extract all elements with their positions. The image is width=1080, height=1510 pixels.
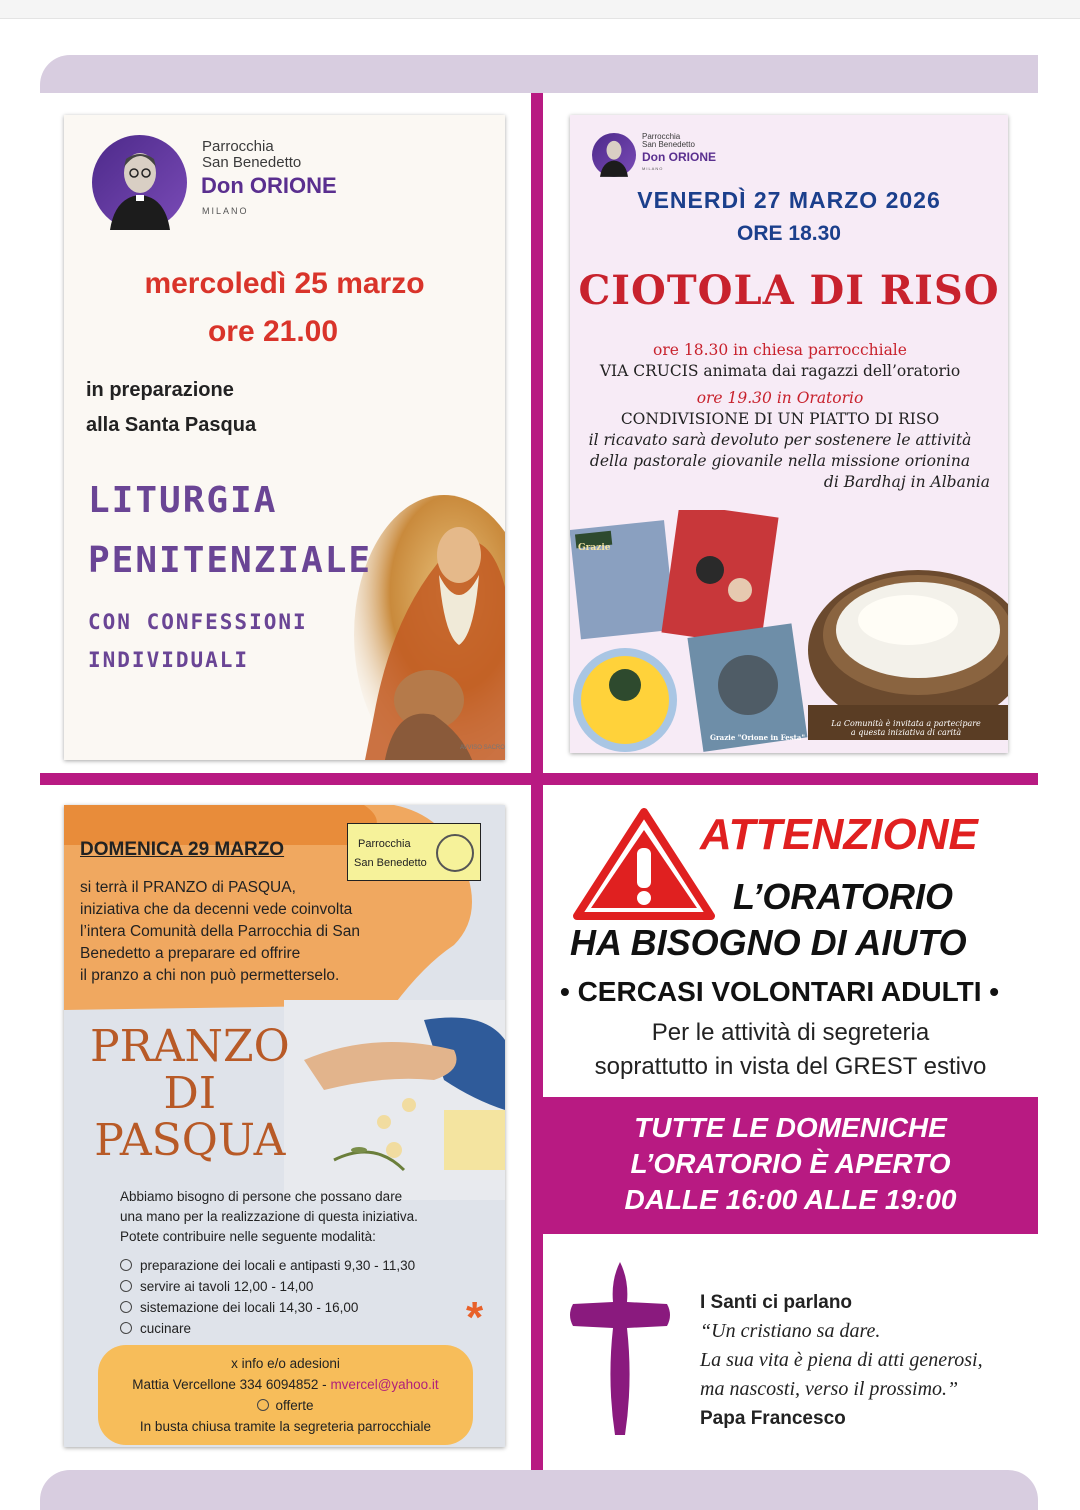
sign-line2: San Benedetto bbox=[354, 857, 427, 869]
contribution-options bbox=[120, 1255, 415, 1339]
subtitle-line2: INDIVIDUALI bbox=[88, 648, 250, 672]
event-date: VENERDÌ 27 MARZO 2026 bbox=[637, 187, 941, 213]
oratorio-hours-text bbox=[543, 1110, 1038, 1218]
event-date: DOMENICA 29 MARZO bbox=[80, 839, 285, 860]
help-request bbox=[120, 1187, 418, 1247]
cross-icon bbox=[567, 1262, 673, 1435]
parish-emblem-icon bbox=[436, 834, 474, 872]
invite-line2: a questa iniziativa di carità bbox=[850, 728, 962, 737]
bottom-decorative-band bbox=[40, 1470, 1038, 1510]
parish-label bbox=[642, 133, 695, 149]
parish-name: Don ORIONE bbox=[642, 150, 716, 164]
need-line: Abbiamo bisogno di persone che possano dare bbox=[120, 1189, 403, 1204]
need-line: Potete contribuire nelle seguente modalità: bbox=[120, 1229, 376, 1244]
saints-quote bbox=[700, 1288, 983, 1433]
priest-portrait-icon bbox=[600, 137, 628, 177]
painting-credit: AVVISO SACRO bbox=[460, 745, 505, 751]
checkbox-circle-icon bbox=[120, 1301, 132, 1313]
asterisk-icon: * bbox=[466, 1293, 484, 1342]
option-label: preparazione dei locali e antipasti 9,30 - 11,30 bbox=[140, 1258, 416, 1273]
purpose-line2: soprattutto in vista del GREST estivo bbox=[594, 1053, 987, 1080]
horizontal-divider bbox=[40, 773, 1038, 785]
offer-text: In busta chiusa tramite la segreteria parrocchiale bbox=[139, 1419, 432, 1434]
parish-line2: San Benedetto bbox=[202, 154, 302, 171]
detail-line1: ore 18.30 in chiesa parrocchiale bbox=[653, 341, 907, 359]
volunteers-wanted: • CERCASI VOLONTARI ADULTI • bbox=[560, 976, 1000, 1007]
detail-line6: della pastorale giovanile nella missione orionina bbox=[589, 452, 971, 470]
priest-portrait-icon bbox=[110, 145, 170, 230]
detail-line4: CONDIVISIONE DI UN PIATTO DI RISO bbox=[620, 410, 940, 428]
poster-pranzo-di-pasqua bbox=[64, 805, 505, 1447]
detail-line2: VIA CRUCIS animata dai ragazzi dell’oratorio bbox=[599, 362, 961, 380]
contact-email-link[interactable]: mvercel@yahoo.it bbox=[330, 1377, 439, 1392]
photo-label: Grazie bbox=[578, 543, 611, 553]
detail-line5: il ricavato sarà devoluto per sostenere le attività bbox=[588, 431, 972, 449]
parish-line1: Parrocchia bbox=[202, 138, 274, 155]
detail-line3: ore 19.30 in Oratorio bbox=[696, 389, 864, 407]
parish-logo-small bbox=[592, 133, 636, 177]
city-label: MILANO bbox=[202, 206, 249, 216]
poster-liturgia-penitenziale bbox=[64, 115, 505, 760]
need-line: una mano per la realizzazione di questa iniziativa. bbox=[120, 1209, 418, 1224]
prep-line1: in preparazione bbox=[86, 379, 234, 401]
invite-line1: La Comunità è invitata a partecipare bbox=[831, 719, 981, 728]
option-item bbox=[120, 1255, 415, 1276]
hours-line2: L’ORATORIO È APERTO bbox=[630, 1148, 951, 1179]
checkbox-circle-icon bbox=[257, 1399, 269, 1411]
intro-line: Benedetto a preparare ed offrire bbox=[80, 945, 301, 962]
purpose-line1: Per le attività di segreteria bbox=[651, 1019, 930, 1046]
event-time: ore 21.00 bbox=[207, 315, 339, 348]
subtitle-line1: CON CONFESSIONI bbox=[88, 610, 308, 634]
photo-label: Grazie "Orione in Festa" bbox=[710, 733, 806, 742]
info-contact bbox=[98, 1374, 473, 1395]
community-invite bbox=[806, 719, 1006, 737]
hands-dough-photo bbox=[284, 1000, 505, 1200]
info-text bbox=[98, 1353, 473, 1437]
prep-line2: alla Santa Pasqua bbox=[86, 414, 257, 436]
event-subtitle bbox=[88, 603, 308, 679]
detail-line7: di Bardhaj in Albania bbox=[823, 473, 990, 491]
info-box bbox=[98, 1345, 473, 1445]
title-line: DI bbox=[163, 1068, 217, 1119]
info-title: x info e/o adesioni bbox=[231, 1356, 340, 1371]
contact-name-phone: Mattia Vercellone 334 6094852 - bbox=[132, 1377, 331, 1392]
parish-label bbox=[202, 139, 301, 171]
volunteer-purpose bbox=[543, 1016, 1038, 1084]
parish-line1: Parrocchia bbox=[642, 132, 681, 141]
checkbox-circle-icon bbox=[120, 1322, 132, 1334]
browser-top-bar bbox=[0, 0, 1080, 19]
option-label: servire ai tavoli 12,00 - 14,00 bbox=[140, 1279, 314, 1294]
attention-line1: L’ORATORIO bbox=[733, 876, 953, 917]
title-line: PRANZO bbox=[90, 1021, 290, 1072]
city-label: MILANO bbox=[642, 166, 664, 171]
quote-heading: I Santi ci parlano bbox=[700, 1292, 853, 1313]
event-date: mercoledì 25 marzo bbox=[144, 267, 425, 300]
attention-title: ATTENZIONE bbox=[700, 810, 978, 859]
quote-line: “Un cristiano sa dare. bbox=[700, 1320, 881, 1342]
event-intro bbox=[80, 877, 360, 987]
quote-line: La sua vita è piena di atti generosi, bbox=[700, 1349, 983, 1371]
intro-line: iniziativa che da decenni vede coinvolta bbox=[80, 901, 353, 918]
title-line1: LITURGIA bbox=[88, 480, 278, 521]
checkbox-circle-icon bbox=[120, 1259, 132, 1271]
parish-line2: San Benedetto bbox=[642, 140, 695, 149]
title-line2: PENITENZIALE bbox=[88, 540, 373, 581]
option-item bbox=[120, 1318, 415, 1339]
option-label: cucinare bbox=[140, 1321, 192, 1336]
parish-sign bbox=[347, 823, 481, 881]
option-label: sistemazione dei locali 14,30 - 16,00 bbox=[140, 1300, 359, 1315]
offer-label: offerte bbox=[275, 1398, 314, 1413]
parish-name: Don ORIONE bbox=[201, 173, 337, 198]
sign-line1: Parrocchia bbox=[358, 838, 411, 850]
event-details bbox=[570, 340, 990, 493]
offer-line bbox=[98, 1395, 473, 1416]
attention-line2: HA BISOGNO DI AIUTO bbox=[570, 922, 967, 963]
rice-bowl-photo bbox=[808, 540, 1008, 740]
quote-line: ma nascosti, verso il prossimo.” bbox=[700, 1378, 959, 1400]
intro-line: l’intera Comunità della Parrocchia di San bbox=[80, 923, 361, 940]
quote-author: Papa Francesco bbox=[700, 1408, 846, 1429]
event-time: ORE 18.30 bbox=[737, 222, 841, 245]
event-title bbox=[88, 471, 372, 591]
parish-logo bbox=[92, 135, 187, 230]
intro-line: si terrà il PRANZO di PASQUA, bbox=[80, 879, 296, 896]
intro-line: il pranzo a chi non può permetterselo. bbox=[80, 967, 340, 984]
hours-line1: TUTTE LE DOMENICHE bbox=[634, 1112, 947, 1143]
title-line: PASQUA bbox=[94, 1115, 286, 1166]
band-divider bbox=[543, 1229, 1038, 1234]
top-decorative-band bbox=[40, 55, 1038, 93]
checkbox-circle-icon bbox=[120, 1280, 132, 1292]
warning-triangle-icon bbox=[573, 808, 715, 920]
event-title: CIOTOLA DI RISO bbox=[578, 267, 1000, 314]
hours-line3: DALLE 16:00 ALLE 19:00 bbox=[624, 1184, 957, 1215]
option-item bbox=[120, 1297, 415, 1318]
poster-ciotola-di-riso bbox=[570, 115, 1008, 753]
prep-text bbox=[86, 373, 256, 443]
option-item bbox=[120, 1276, 415, 1297]
event-title bbox=[90, 1023, 290, 1164]
